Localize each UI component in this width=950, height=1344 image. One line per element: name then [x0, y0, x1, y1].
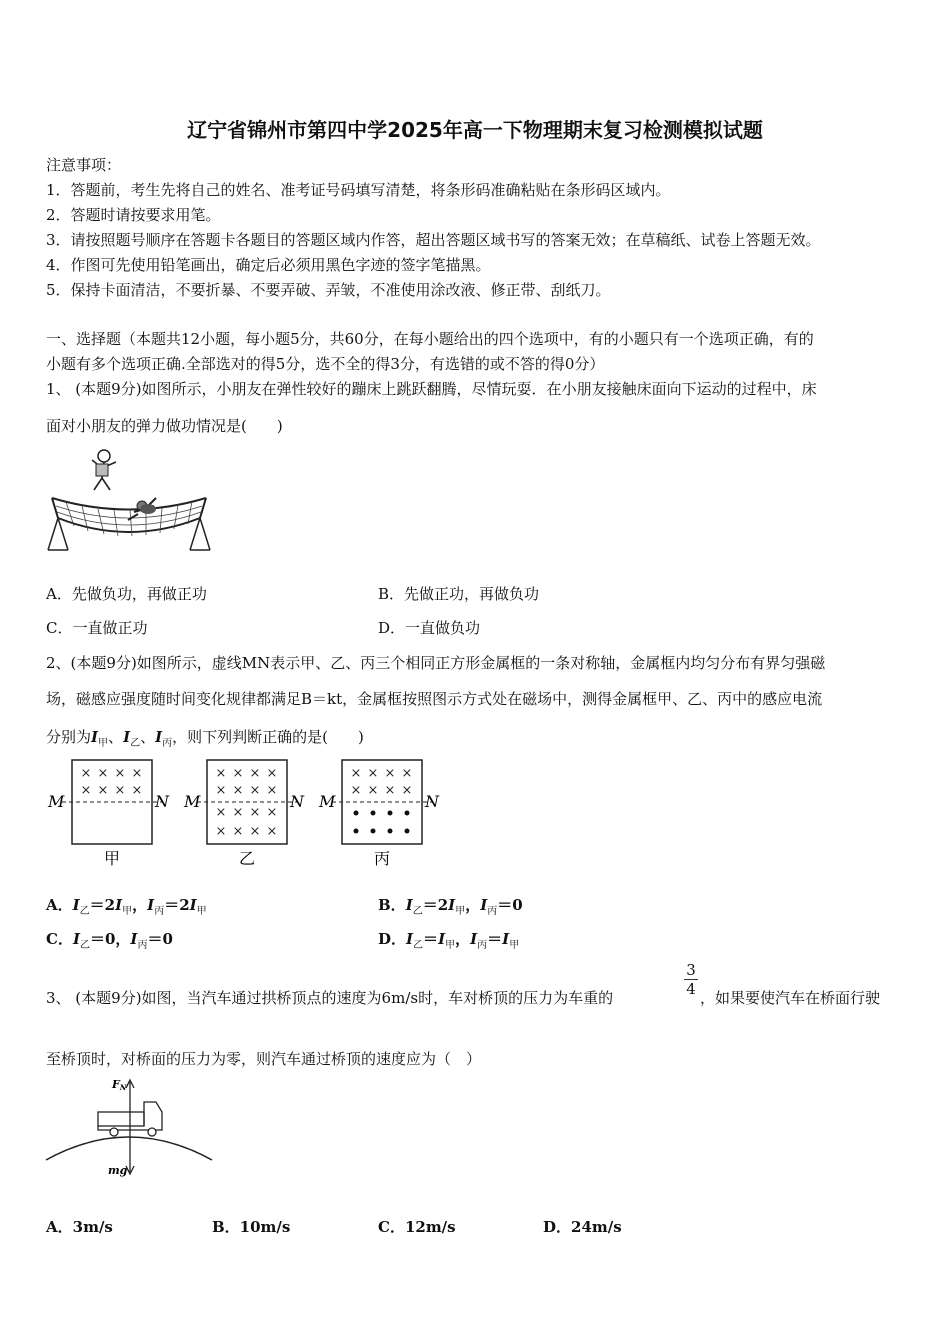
q2-option-b[interactable]: B．$I_乙=2I_甲$，$I_丙=0$	[378, 896, 523, 917]
svg-text:×: ×	[215, 783, 227, 798]
svg-text:×: ×	[367, 783, 379, 798]
svg-text:×: ×	[384, 783, 396, 798]
magnetic-frames-figure	[44, 756, 454, 872]
svg-text:×: ×	[350, 766, 362, 781]
q2-option-d[interactable]: D．$I_乙=I_甲$，$I_丙=I_甲$	[378, 930, 520, 951]
svg-text:×: ×	[249, 824, 261, 839]
svg-text:×: ×	[114, 783, 126, 798]
frame-label-bing: 丙	[373, 849, 391, 868]
svg-text:×: ×	[232, 783, 244, 798]
svg-text:×: ×	[249, 783, 261, 798]
svg-text:×: ×	[266, 783, 278, 798]
q2-option-c[interactable]: C．$I_乙=0$，$I_丙=0$	[46, 930, 173, 951]
svg-text:×: ×	[249, 766, 261, 781]
svg-text:M: M	[48, 792, 65, 811]
svg-text:M: M	[319, 792, 336, 811]
svg-text:×: ×	[232, 805, 244, 820]
svg-text:×: ×	[266, 766, 278, 781]
q1-stem-line1: 1、 (本题9分)如图所示，小朋友在弹性较好的蹦床上跳跃翻腾，尽情玩耍．在小朋友接触床面向下运动的过程中，床	[46, 380, 817, 398]
svg-text:×: ×	[114, 766, 126, 781]
notice-heading: 注意事项：	[46, 156, 122, 174]
page-title: 辽宁省锦州市第四中学2025年高一下物理期末复习检测模拟试题	[187, 118, 763, 142]
section-instructions-line1: 一、选择题（本题共12小题，每小题5分，共60分，在每小题给出的四个选项中，有的小题只有一个选项正确，有的	[46, 330, 814, 348]
svg-text:×: ×	[401, 766, 413, 781]
svg-text:×: ×	[350, 783, 362, 798]
q3-option-b[interactable]: B．10m/s	[212, 1218, 291, 1236]
q2-option-a[interactable]: A．$I_乙=2I_甲$，$I_丙=2I_甲$	[46, 896, 207, 917]
svg-text:×: ×	[401, 783, 413, 798]
notice-item: 2．答题时请按要求用笔。	[46, 206, 221, 224]
notice-item: 1．答题前，考生先将自己的姓名、准考证号码填写清楚，将条形码准确粘贴在条形码区域内。	[46, 181, 671, 199]
svg-text:×: ×	[80, 766, 92, 781]
q3-stem-line1b: ，如果要使汽车在桥面行驶	[700, 989, 881, 1007]
q3-stem-line1a: 3、 (本题9分)如图，当汽车通过拱桥顶点的速度为6m/s时，车对桥顶的压力为车重的	[46, 989, 614, 1007]
q1-option-b[interactable]: B．先做正功，再做负功	[378, 585, 540, 603]
mg-label: mg	[108, 1164, 128, 1177]
trampoline-figure	[44, 446, 214, 556]
q1-option-a[interactable]: A．先做负功，再做正功	[46, 585, 207, 603]
svg-text:×: ×	[367, 766, 379, 781]
svg-text:×: ×	[266, 824, 278, 839]
q3-fraction: 3 4	[684, 962, 698, 997]
svg-text:N: N	[425, 792, 439, 811]
svg-text:×: ×	[97, 766, 109, 781]
fn-label: FN	[112, 1078, 127, 1092]
bridge-car-figure	[44, 1072, 214, 1182]
svg-text:N: N	[155, 792, 169, 811]
svg-text:N: N	[290, 792, 304, 811]
svg-text:×: ×	[249, 805, 261, 820]
svg-text:×: ×	[384, 766, 396, 781]
q2-stem-line1: 2、(本题9分)如图所示，虚线MN表示甲、乙、丙三个相同正方形金属框的一条对称轴，金属框内均匀分布有界匀强磁	[46, 654, 826, 672]
q3-option-c[interactable]: C．12m/s	[378, 1218, 456, 1236]
notice-item: 5．保持卡面清洁，不要折暴、不要弄破、弄皱，不准使用涂改液、修正带、刮纸刀。	[46, 281, 611, 299]
frame-label-yi: 乙	[238, 849, 256, 868]
frame-label-jia: 甲	[103, 849, 121, 868]
q3-option-d[interactable]: D．24m/s	[543, 1218, 622, 1236]
svg-text:×: ×	[215, 824, 227, 839]
q1-stem-line2: 面对小朋友的弹力做功情况是( )	[46, 417, 283, 435]
svg-text:×: ×	[80, 783, 92, 798]
svg-text:×: ×	[131, 783, 143, 798]
q2-stem-line2: 场，磁感应强度随时间变化规律都满足B＝kt，金属框按照图示方式处在磁场中，测得金属框甲、乙、丙中的感应电流	[46, 690, 823, 708]
svg-text:×: ×	[131, 766, 143, 781]
q1-option-c[interactable]: C．一直做正功	[46, 619, 148, 637]
q3-option-a[interactable]: A．3m/s	[46, 1218, 113, 1236]
svg-text:M: M	[184, 792, 201, 811]
svg-text:×: ×	[232, 766, 244, 781]
notice-item: 3．请按照题号顺序在答题卡各题目的答题区域内作答，超出答题区域书写的答案无效；在草稿纸、试卷上答题无效。	[46, 231, 821, 249]
section-instructions-line2: 小题有多个选项正确.全部选对的得5分，选不全的得3分，有选错的或不答的得0分）	[46, 355, 605, 373]
q2-stem-line3: 分别为$I_甲$、$I_乙$、$I_丙$，则下列判断正确的是( )	[46, 728, 364, 749]
notice-item: 4．作图可先使用铅笔画出，确定后必须用黑色字迹的签字笔描黑。	[46, 256, 491, 274]
svg-text:×: ×	[97, 783, 109, 798]
svg-text:×: ×	[232, 824, 244, 839]
q3-stem-line2: 至桥顶时，对桥面的压力为零，则汽车通过桥顶的速度应为（ ）	[46, 1050, 482, 1068]
svg-text:×: ×	[215, 766, 227, 781]
svg-text:×: ×	[266, 805, 278, 820]
q1-option-d[interactable]: D．一直做负功	[378, 619, 481, 637]
svg-text:×: ×	[215, 805, 227, 820]
